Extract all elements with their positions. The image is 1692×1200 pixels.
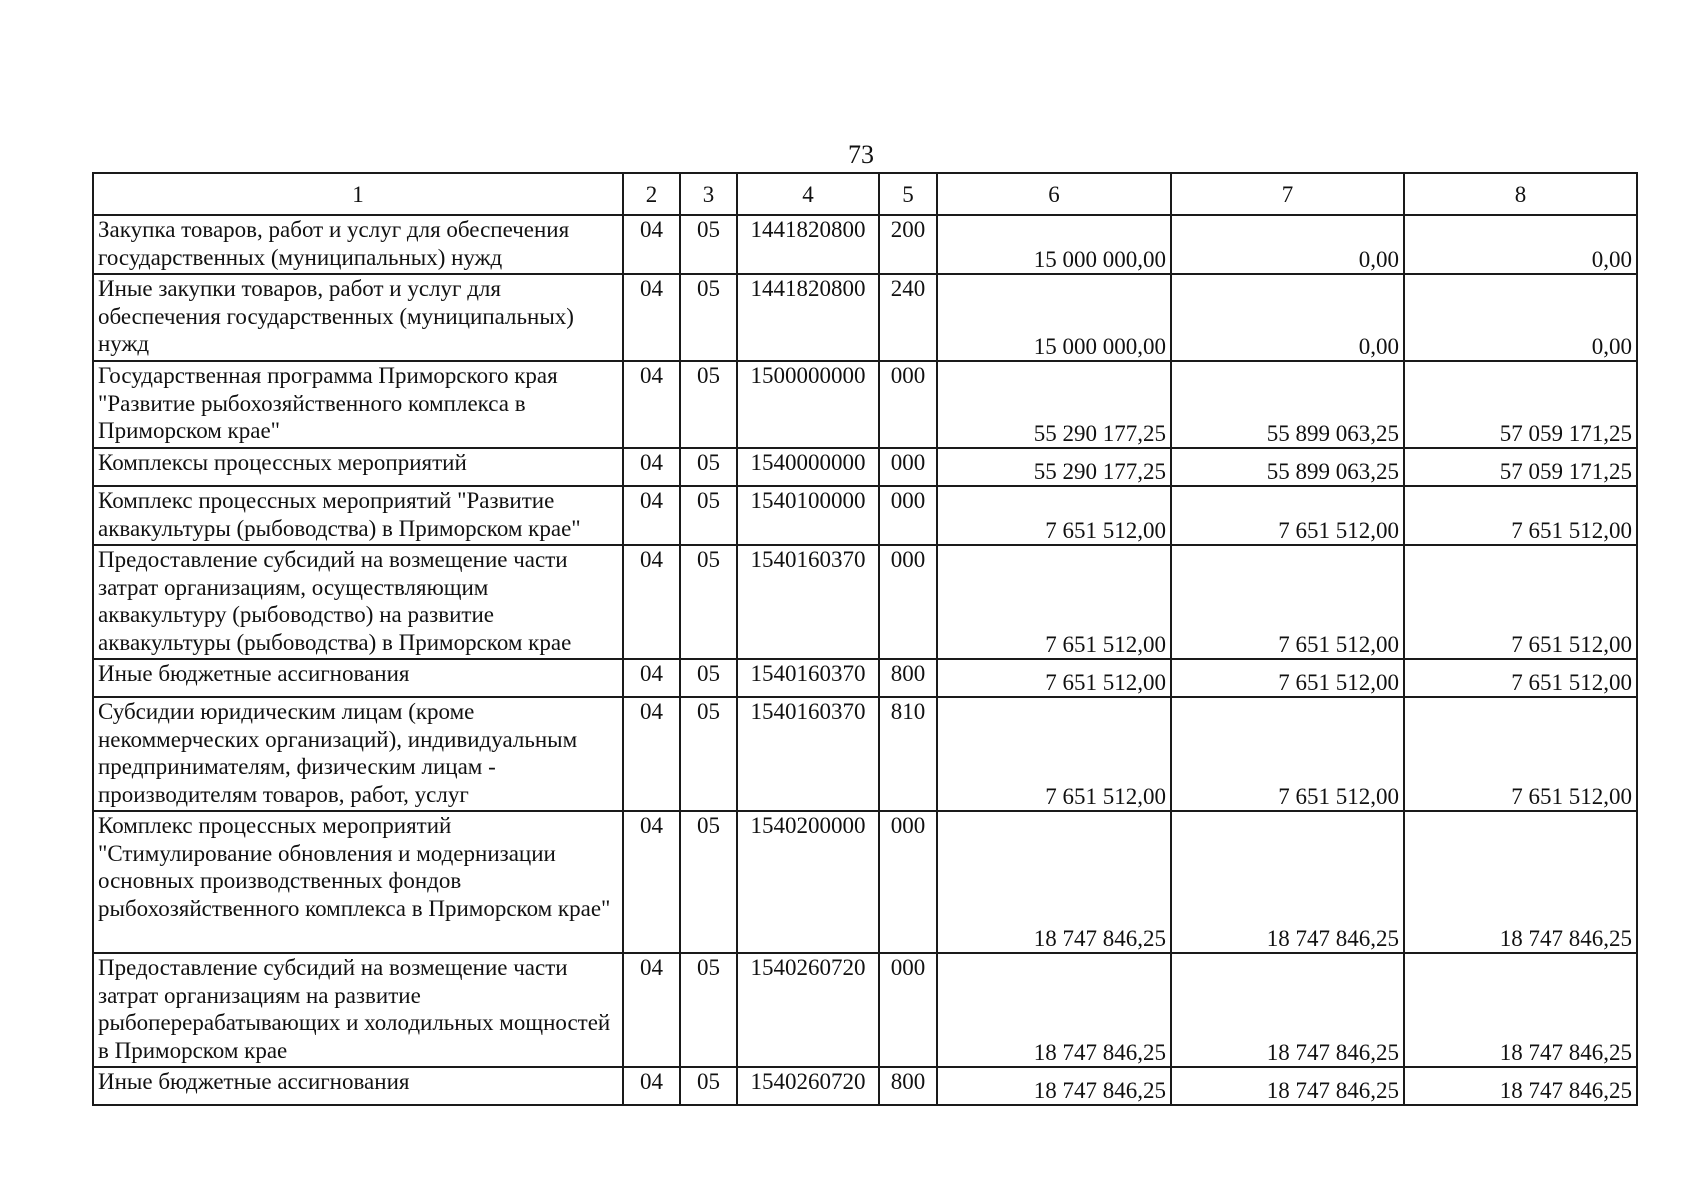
table-row	[93, 486, 1637, 545]
row-amount-6: 7 651 512,00	[937, 486, 1171, 545]
row-subsection: 05	[680, 545, 737, 659]
row-section: 04	[623, 811, 680, 953]
row-expense-type: 810	[879, 697, 937, 811]
row-target-code: 1540260720	[737, 1067, 879, 1105]
row-subsection: 05	[680, 659, 737, 697]
row-target-code: 1540160370	[737, 545, 879, 659]
row-amount-6: 15 000 000,00	[937, 215, 1171, 274]
row-amount-7: 55 899 063,25	[1171, 361, 1404, 448]
row-expense-type: 000	[879, 953, 937, 1067]
row-amount-7: 0,00	[1171, 215, 1404, 274]
row-amount-7: 18 747 846,25	[1171, 1067, 1404, 1105]
row-amount-8: 7 651 512,00	[1404, 659, 1637, 697]
row-expense-type: 240	[879, 274, 937, 361]
column-header: 8	[1404, 173, 1637, 215]
row-name: Закупка товаров, работ и услуг для обеспечения государственных (муниципальных) нужд	[93, 215, 623, 274]
row-section: 04	[623, 545, 680, 659]
row-amount-7: 7 651 512,00	[1171, 697, 1404, 811]
column-header: 1	[93, 173, 623, 215]
row-name: Государственная программа Приморского края "Развитие рыбохозяйственного комплекса в Приморском крае"	[93, 361, 623, 448]
column-header: 7	[1171, 173, 1404, 215]
row-section: 04	[623, 361, 680, 448]
row-amount-8: 7 651 512,00	[1404, 486, 1637, 545]
row-section: 04	[623, 448, 680, 486]
row-name: Комплекс процессных мероприятий "Развитие аквакультуры (рыбоводства) в Приморском крае"	[93, 486, 623, 545]
column-header: 2	[623, 173, 680, 215]
row-amount-8: 18 747 846,25	[1404, 953, 1637, 1067]
row-amount-8: 18 747 846,25	[1404, 811, 1637, 953]
row-target-code: 1540160370	[737, 697, 879, 811]
row-subsection: 05	[680, 1067, 737, 1105]
row-amount-7: 18 747 846,25	[1171, 811, 1404, 953]
row-target-code: 1500000000	[737, 361, 879, 448]
row-subsection: 05	[680, 215, 737, 274]
row-amount-6: 7 651 512,00	[937, 545, 1171, 659]
row-section: 04	[623, 659, 680, 697]
table-header-row	[93, 173, 1637, 215]
row-amount-8: 7 651 512,00	[1404, 545, 1637, 659]
page-number: 73	[848, 140, 874, 169]
row-subsection: 05	[680, 697, 737, 811]
column-header: 4	[737, 173, 879, 215]
row-subsection: 05	[680, 953, 737, 1067]
row-target-code: 1540260720	[737, 953, 879, 1067]
row-section: 04	[623, 274, 680, 361]
row-target-code: 1441820800	[737, 215, 879, 274]
row-expense-type: 200	[879, 215, 937, 274]
table-row	[93, 659, 1637, 697]
row-target-code: 1540160370	[737, 659, 879, 697]
row-amount-8: 0,00	[1404, 274, 1637, 361]
row-section: 04	[623, 953, 680, 1067]
column-header: 6	[937, 173, 1171, 215]
row-expense-type: 000	[879, 486, 937, 545]
row-amount-6: 15 000 000,00	[937, 274, 1171, 361]
row-name: Иные бюджетные ассигнования	[93, 659, 623, 697]
row-amount-7: 55 899 063,25	[1171, 448, 1404, 486]
budget-table	[92, 172, 1638, 1106]
row-expense-type: 000	[879, 361, 937, 448]
row-target-code: 1540000000	[737, 448, 879, 486]
row-name: Предоставление субсидий на возмещение части затрат организациям на развитие рыбоперерабатывающих и холодильных мощностей в Приморском крае	[93, 953, 623, 1067]
row-amount-7: 0,00	[1171, 274, 1404, 361]
row-name: Иные бюджетные ассигнования	[93, 1067, 623, 1105]
row-amount-6: 55 290 177,25	[937, 448, 1171, 486]
table-row	[93, 545, 1637, 659]
row-subsection: 05	[680, 811, 737, 953]
row-amount-6: 7 651 512,00	[937, 697, 1171, 811]
row-section: 04	[623, 697, 680, 811]
row-section: 04	[623, 486, 680, 545]
column-header: 5	[879, 173, 937, 215]
row-amount-6: 55 290 177,25	[937, 361, 1171, 448]
row-amount-7: 18 747 846,25	[1171, 953, 1404, 1067]
row-amount-6: 18 747 846,25	[937, 811, 1171, 953]
table-row	[93, 215, 1637, 274]
row-name: Комплексы процессных мероприятий	[93, 448, 623, 486]
row-expense-type: 800	[879, 659, 937, 697]
row-amount-8: 18 747 846,25	[1404, 1067, 1637, 1105]
table-row	[93, 697, 1637, 811]
row-amount-8: 57 059 171,25	[1404, 361, 1637, 448]
row-amount-8: 57 059 171,25	[1404, 448, 1637, 486]
row-amount-6: 18 747 846,25	[937, 953, 1171, 1067]
row-subsection: 05	[680, 448, 737, 486]
row-subsection: 05	[680, 486, 737, 545]
row-name: Иные закупки товаров, работ и услуг для обеспечения государственных (муниципальных) нужд	[93, 274, 623, 361]
row-subsection: 05	[680, 361, 737, 448]
column-header: 3	[680, 173, 737, 215]
row-amount-7: 7 651 512,00	[1171, 545, 1404, 659]
row-name: Комплекс процессных мероприятий "Стимулирование обновления и модернизации основных производственных фондов рыбохозяйственного комплекса в Приморском крае"	[93, 811, 623, 953]
row-target-code: 1540200000	[737, 811, 879, 953]
row-expense-type: 000	[879, 811, 937, 953]
row-amount-6: 18 747 846,25	[937, 1067, 1171, 1105]
row-amount-7: 7 651 512,00	[1171, 659, 1404, 697]
row-section: 04	[623, 1067, 680, 1105]
row-expense-type: 000	[879, 545, 937, 659]
row-name: Субсидии юридическим лицам (кроме некоммерческих организаций), индивидуальным предпринимателям, физическим лицам - производителям товаров, работ, услуг	[93, 697, 623, 811]
table-row	[93, 953, 1637, 1067]
row-expense-type: 800	[879, 1067, 937, 1105]
table-row	[93, 361, 1637, 448]
row-target-code: 1441820800	[737, 274, 879, 361]
table-row	[93, 811, 1637, 953]
row-section: 04	[623, 215, 680, 274]
row-subsection: 05	[680, 274, 737, 361]
row-amount-6: 7 651 512,00	[937, 659, 1171, 697]
row-target-code: 1540100000	[737, 486, 879, 545]
row-amount-7: 7 651 512,00	[1171, 486, 1404, 545]
row-amount-8: 0,00	[1404, 215, 1637, 274]
table-row	[93, 1067, 1637, 1105]
table-row	[93, 448, 1637, 486]
row-name: Предоставление субсидий на возмещение части затрат организациям, осуществляющим аквакультуру (рыбоводство) на развитие аквакультуры (рыбоводства) в Приморском крае	[93, 545, 623, 659]
table-row	[93, 274, 1637, 361]
row-expense-type: 000	[879, 448, 937, 486]
row-amount-8: 7 651 512,00	[1404, 697, 1637, 811]
